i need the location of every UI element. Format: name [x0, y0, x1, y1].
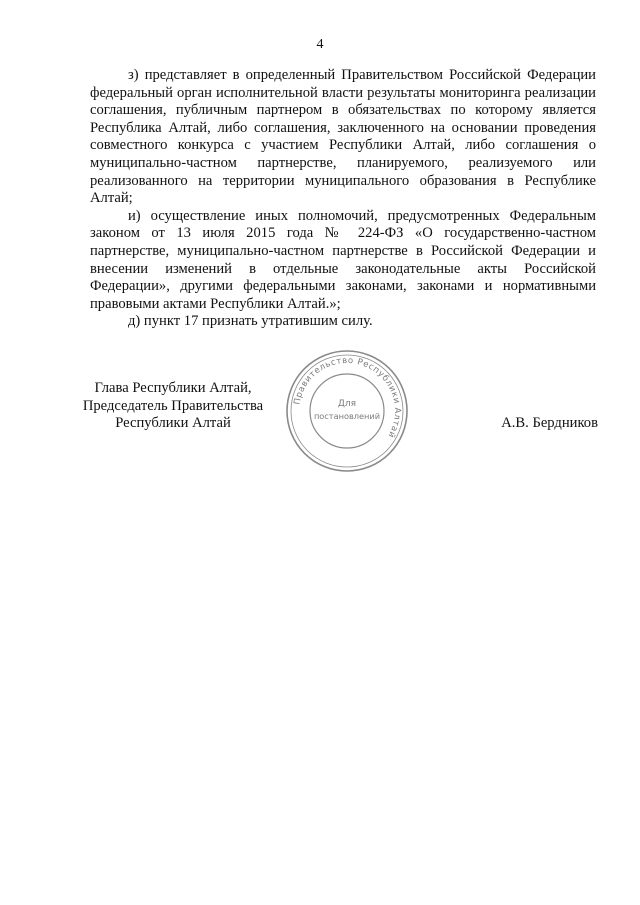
paragraph-i: и) осуществление иных полномочий, предусмотренных Федеральным законом от 13 июля 2015 года № 224-ФЗ «О государственно-частном партнерстве, муниципально-частном партнерстве в Российской Федерации и внесении изменений в отдельные законодательные акты Российской Федерации», другими федеральными законами, законами и нормативными правовыми актами Республики Алтай.»;: [90, 207, 596, 312]
document-body: [90, 67, 596, 331]
signatory-title: [78, 380, 268, 433]
signatory-title-line3: Республики Алтай: [115, 415, 231, 432]
signatory-title-line1: Глава Республики Алтай,: [94, 380, 252, 396]
stamp-inner-line2: постановлений: [313, 411, 381, 421]
signatory-title-line2: Председатель Правительства: [82, 397, 264, 414]
signatory-name: А.В. Бердников: [501, 415, 598, 431]
svg-text:Правительство Республики Алтай: [292, 356, 402, 440]
official-stamp: [284, 348, 410, 474]
stamp-inner-line1: Для: [337, 399, 357, 409]
stamp-outer-text: Правительство Республики Алтай: [292, 355, 403, 440]
paragraph-z: з) представляет в определенный Правительством Российской Федерации федеральный орган исполнительной власти результаты мониторинга реализации соглашения, публичным партнером в обязательствах по которому является Республика Алтай, либо соглашения, заключенного на основании проведения совместного конкурса с участием Республики Алтай, либо соглашения о муниципально-частном партнерстве, планируемого, реализуемого или реализованного на территории муниципального образования в Республике Алтай;: [90, 67, 596, 207]
page-number: 4: [316, 37, 324, 52]
paragraph-d: д) пункт 17 признать утратившим силу.: [128, 313, 373, 330]
